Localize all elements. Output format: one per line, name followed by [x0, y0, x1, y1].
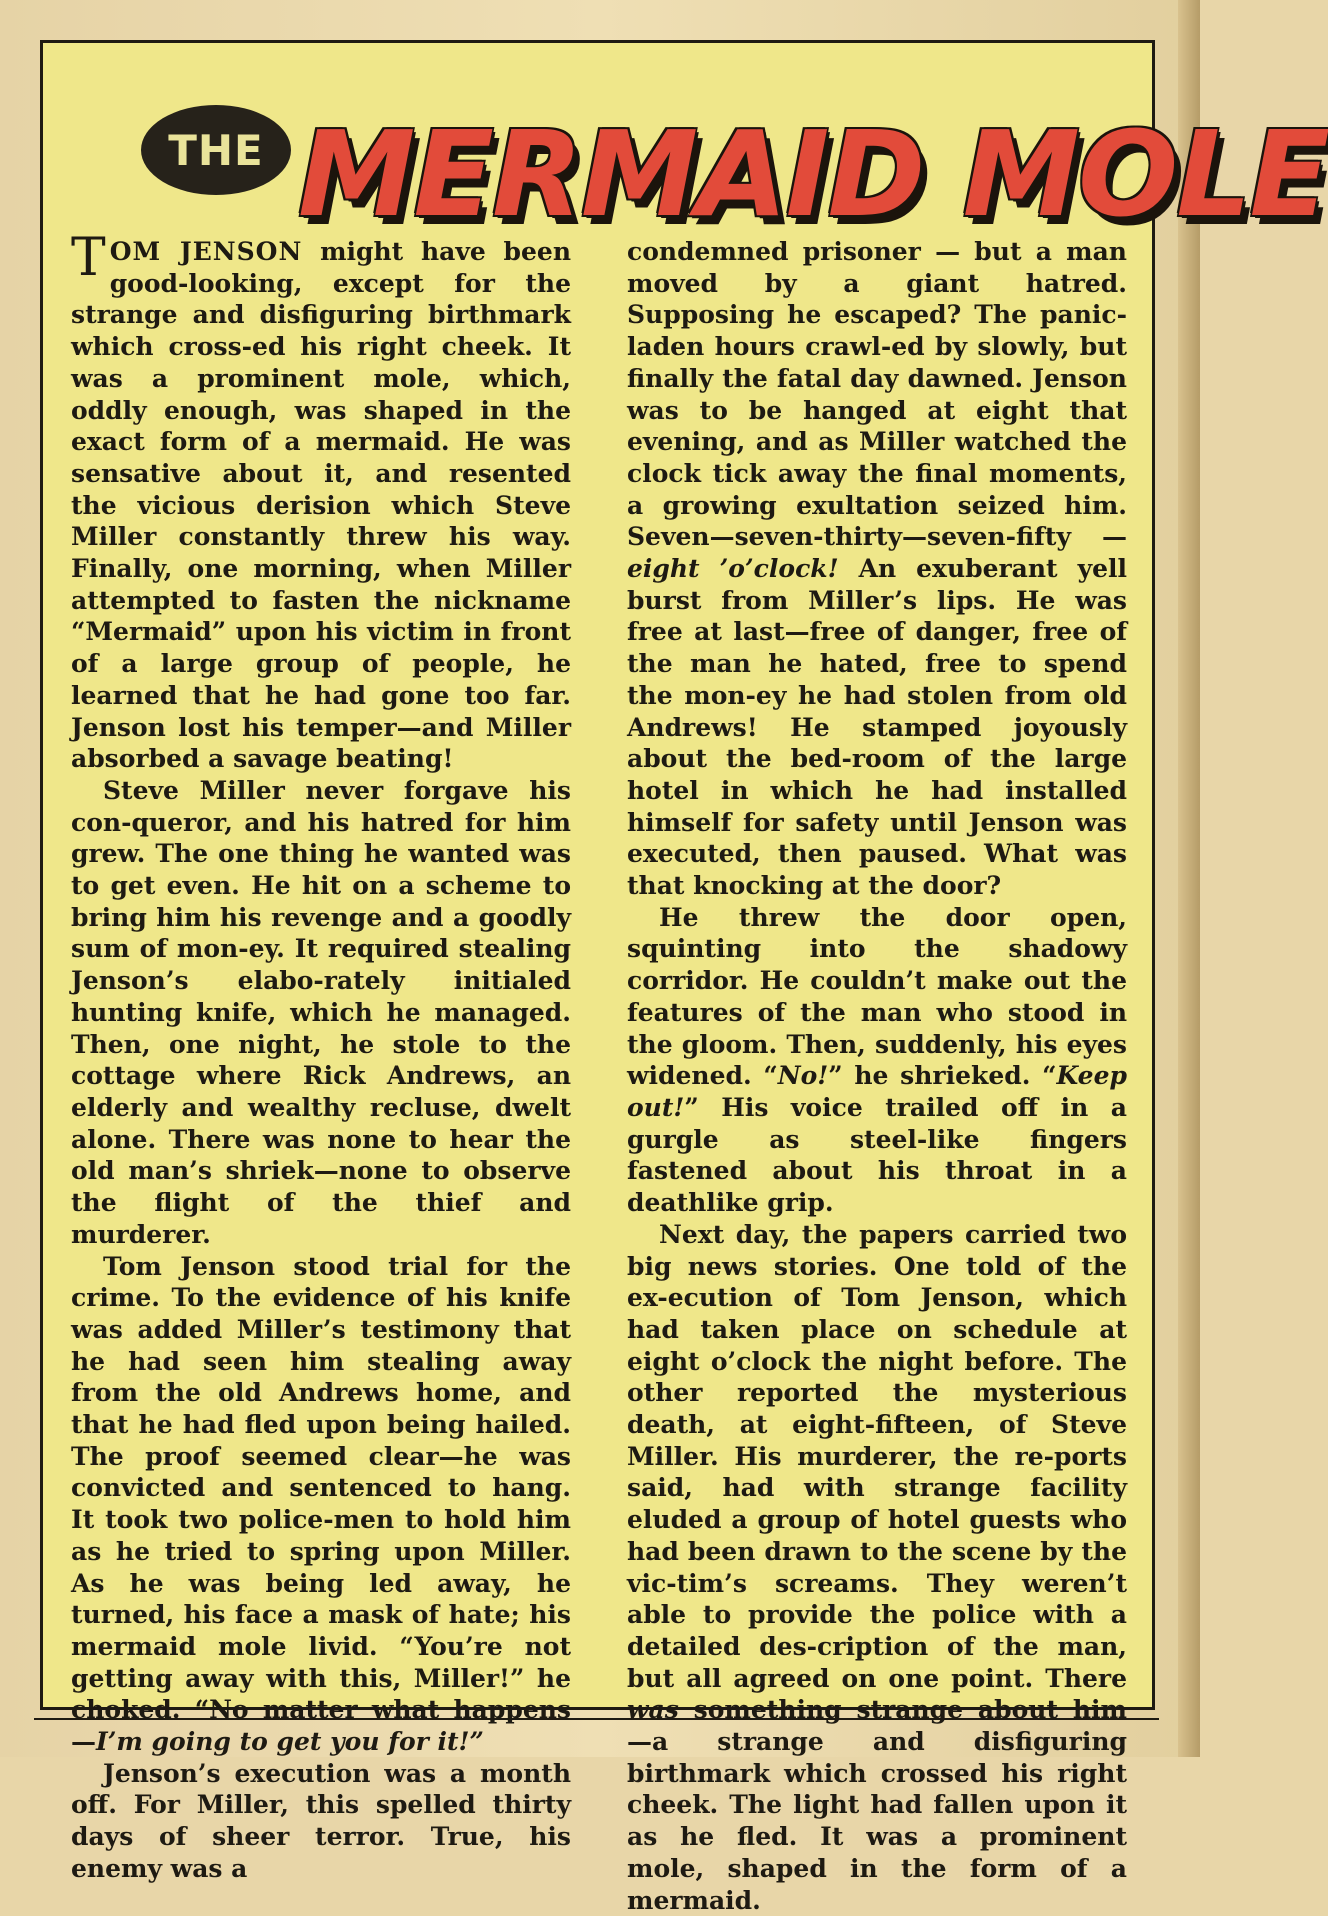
title-main: MERMAID MOLE: [298, 105, 1328, 243]
paragraph-7-text: Next day, the papers carried two big news stories. One told of the ex-ecution of Tom Jenson, which had taken place on schedule at eight o’clock the night before. The other reported the mysterious death, at eight-fifteen, of Steve Miller. His murderer, the re-ports said, had with strange facility eluded a group of hotel guests who had been drawn to the scene by the vic-tim’s screams. They weren’t able to provide the police with a detailed des-cription of the man, but all agreed on one point. There: [627, 1219, 1127, 1693]
drop-cap: T: [71, 228, 106, 288]
title-the-badge: [141, 105, 291, 195]
paragraph-1: [71, 228, 571, 775]
bottom-rule: [34, 1718, 1159, 1720]
paragraph-6: [627, 902, 1127, 1219]
paragraph-6-rest: ” His voice trailed off in a gurgle as steel-like fingers fastened about his throat in a deathlike grip.: [627, 1092, 1127, 1218]
title-the: THE: [168, 125, 264, 175]
paragraph-3-italic: I’m going to get you for it!”: [96, 1727, 484, 1757]
page-spine: [1178, 0, 1200, 1757]
paragraph-7-was: was: [627, 1695, 679, 1725]
paragraph-5-text: condemned prisoner — but a man moved by a giant hatred. Supposing he escaped? The panic-laden hours crawl-ed by slowly, but finally the fatal day dawned. Jenson was to be hanged at eight that evening, and as Miller watched the clock tick away the final moments, a growing exultation seized him. Seven—seven-thirty—seven-fifty —: [627, 237, 1127, 552]
paragraph-5-rest: An exuberant yell burst from Miller’s lips. He was free at last—free of danger, free of the man he hated, free to spend the mon-ey he had stolen from old Andrews! He stamped joyously about the bed-room of the large hotel in which he had installed himself for safety until Jenson was executed, then paused. What was that knocking at the door?: [627, 554, 1128, 901]
paragraph-6-keep: Keep out!: [627, 1061, 1127, 1122]
paragraph-2: Steve Miller never forgave his con-queror, and his hatred for him grew. The one thing he wanted was to get even. He hit on a scheme to bring him his revenge and a goodly sum of mon-ey. It required stealing Jenson’s elabo-rately initialed hunting knife, which he managed. Then, one night, he stole to the cottage where Rick Andrews, an elderly and wealthy recluse, dwelt alone. There was none to hear the old man’s shriek—none to observe the flight of the thief and murderer.: [71, 775, 571, 1249]
story-title: [93, 65, 1328, 265]
column-right: [627, 236, 1127, 1916]
paragraph-3: [71, 1251, 571, 1758]
first-words: OM JENSON: [109, 237, 303, 266]
paragraph-7-rest: something strange about him—a strange and disfiguring birthmark which crossed his right cheek. The light had fallen upon it as he fled. It was a prominent mole, shaped in the form of a mermaid.: [627, 1695, 1127, 1915]
paragraph-6-mid: ” he shrieked. “: [828, 1061, 1057, 1091]
paragraph-3-text: Tom Jenson stood trial for the crime. To the evidence of his knife was added Miller’s testimony that he had seen him stealing away from the old Andrews home, and that he had fled upon being hailed. The proof seemed clear—he was convicted and sentenced to hang. It took two police-men to hold him as he tried to spring upon Miller. As he was being led away, he turned, his face a mask of hate; his mermaid mole livid. “You’re not getting away with this, Miller!” he choked. “No matter what happens—: [71, 1251, 571, 1757]
paragraph-1-text: might have been good-looking, except for the strange and disfiguring birthmark which cross-ed his right cheek. It was a prominent mole, which, oddly enough, was shaped in the exact form of a mermaid. He was sensative about it, and resented the vicious derision which Steve Miller constantly threw his way. Finally, one morning, when Miller attempted to fasten the nickname “Mermaid” upon his victim in front of a large group of people, he learned that he had gone too far. Jenson lost his temper—and Miller absorbed a savage beating!: [71, 237, 571, 774]
column-left: [71, 228, 571, 1885]
paragraph-5: [627, 236, 1127, 902]
paragraph-6-text: He threw the door open, squinting into the shadowy corridor. He couldn’t make out the features of the man who stood in the gloom. Then, suddenly, his eyes widened. “: [627, 902, 1127, 1091]
paragraph-6-no: No!: [777, 1061, 829, 1091]
paragraph-4: Jenson’s execution was a month off. For Miller, this spelled thirty days of sheer terror. True, his enemy was a: [71, 1758, 571, 1883]
paragraph-7: [627, 1219, 1127, 1916]
paragraph-5-italic: eight ’o’clock!: [627, 554, 839, 584]
